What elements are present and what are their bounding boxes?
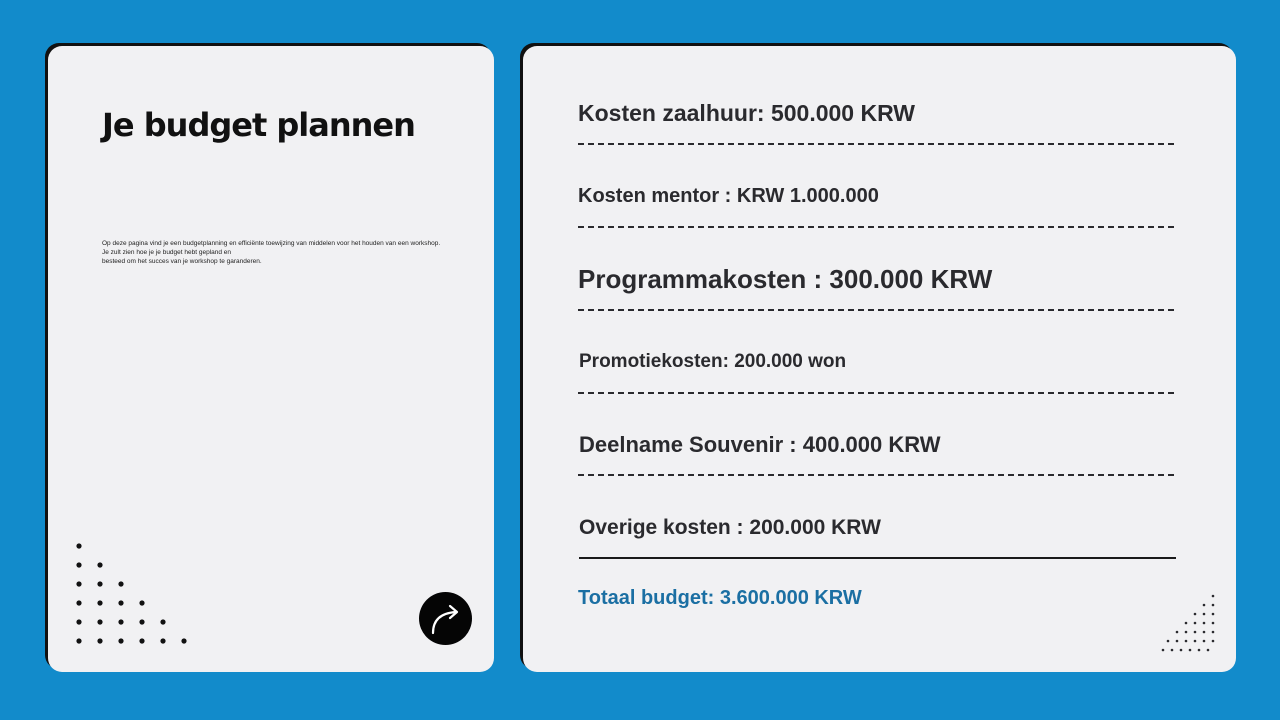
dot-triangle-decoration [70, 540, 200, 650]
dashed-divider [578, 143, 1174, 145]
total-budget: Totaal budget: 3.600.000 KRW [578, 587, 862, 609]
dashed-divider [578, 474, 1174, 476]
next-button[interactable] [419, 592, 472, 645]
budget-item-label: Programmakosten : 300.000 KRW [578, 264, 993, 294]
dashed-divider [578, 226, 1174, 228]
page-title: Je budget plannen [102, 106, 415, 144]
budget-item-label: Kosten zaalhuur: 500.000 KRW [578, 100, 916, 126]
description-line: Je zult zien hoe je je budget hebt gepland en [102, 249, 232, 256]
dot-triangle-decoration [1159, 592, 1219, 652]
dashed-divider [578, 309, 1174, 311]
dashed-divider [578, 392, 1174, 394]
budget-item-label: Kosten mentor : KRW 1.000.000 [578, 185, 879, 207]
intro-card [48, 46, 494, 672]
curved-arrow-right-icon [419, 592, 472, 645]
page-description [102, 239, 442, 266]
total-divider [579, 557, 1176, 559]
budget-item-label: Overige kosten : 200.000 KRW [579, 516, 881, 539]
budget-card [523, 46, 1236, 672]
budget-item-label: Promotiekosten: 200.000 won [579, 351, 847, 372]
description-line: Op deze pagina vind je een budgetplanning en efficiënte toewijzing van middelen voor het houden van een workshop. [102, 240, 441, 247]
description-line: besteed om het succes van je workshop te garanderen. [102, 258, 262, 265]
budget-item-label: Deelname Souvenir : 400.000 KRW [579, 432, 941, 457]
